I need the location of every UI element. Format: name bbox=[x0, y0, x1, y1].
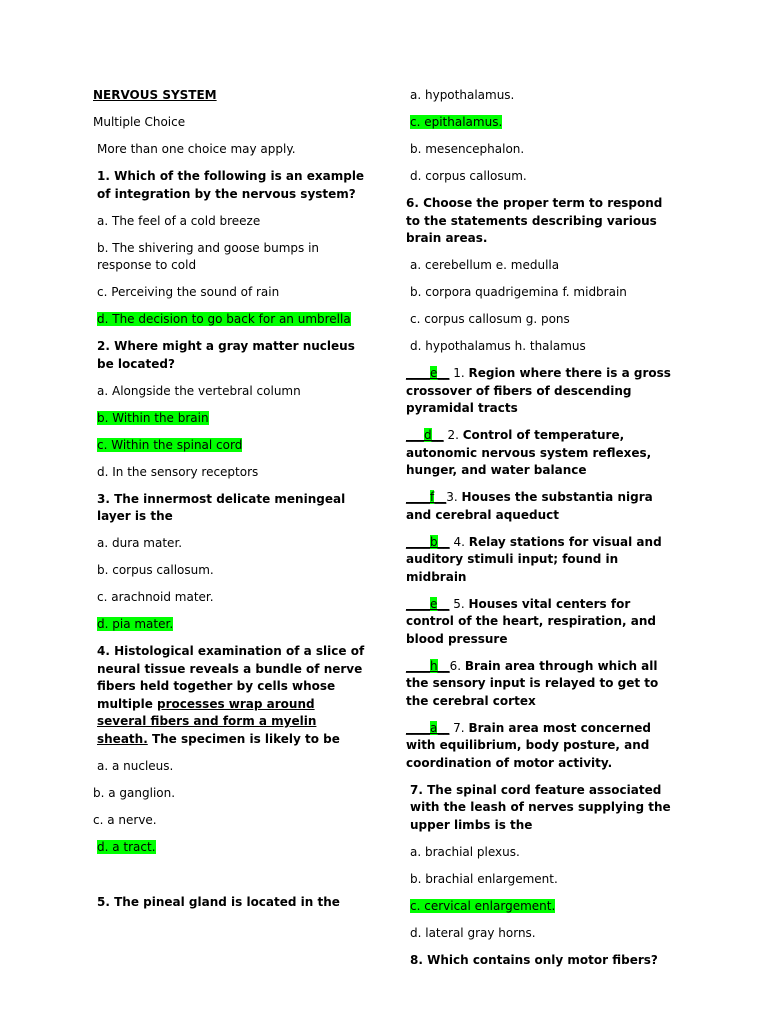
q5-option-c-highlighted: c. epithalamus. bbox=[410, 115, 503, 129]
q1-option-d-wrapper bbox=[93, 311, 367, 329]
q6-item bbox=[406, 720, 680, 773]
q6-item bbox=[406, 365, 680, 418]
q3-option-b: b. corpus callosum. bbox=[97, 563, 214, 577]
q6-item bbox=[406, 427, 680, 480]
item-number: 3. bbox=[446, 490, 462, 504]
q3-option-a: a. dura mater. bbox=[97, 536, 183, 550]
q7-option-a: a. brachial plexus. bbox=[410, 844, 520, 859]
answer-blank bbox=[406, 366, 449, 380]
q6-item bbox=[406, 489, 680, 524]
item-number: 2. bbox=[443, 428, 463, 442]
answer-blank bbox=[406, 721, 449, 735]
item-number: 7. bbox=[449, 720, 469, 735]
item-number: 6. bbox=[449, 658, 465, 673]
q2-option-b-wrapper bbox=[93, 410, 367, 428]
blank-post: __ bbox=[437, 534, 450, 549]
right-column bbox=[406, 87, 680, 979]
q1-option-b: b. The shivering and goose bumps in response to cold bbox=[97, 240, 320, 272]
blank-post: __ bbox=[434, 490, 447, 504]
blank-answer-highlighted: e bbox=[430, 596, 438, 611]
q6-item bbox=[406, 658, 680, 711]
blank-pre: ____ bbox=[406, 658, 430, 673]
q2-option-a: a. Alongside the vertebral column bbox=[97, 383, 301, 398]
q1-option-c: c. Perceiving the sound of rain bbox=[97, 285, 280, 299]
q2-option-d: d. In the sensory receptors bbox=[97, 464, 259, 479]
q7-option-d: d. lateral gray horns. bbox=[410, 925, 536, 940]
item-number: 5. bbox=[449, 596, 469, 611]
answer-blank bbox=[406, 535, 450, 549]
q2-option-c-wrapper bbox=[93, 437, 367, 455]
item-text: Houses vital centers for control of the heart, respiration, and blood pressure bbox=[406, 596, 657, 646]
q4-option-b: b. a ganglion. bbox=[93, 785, 176, 800]
instruction-note: More than one choice may apply. bbox=[97, 142, 296, 156]
q3-option-d-highlighted: d. pia mater. bbox=[97, 617, 174, 631]
answer-blank bbox=[406, 490, 446, 504]
q6-matching-items bbox=[406, 365, 680, 772]
question-1: 1. Which of the following is an example of integration by the nervous system? bbox=[97, 169, 365, 201]
blank-pre: ____ bbox=[406, 596, 430, 611]
section-subtitle: Multiple Choice bbox=[93, 115, 186, 129]
q4-option-d-highlighted: d. a tract. bbox=[97, 839, 156, 854]
q6-options-row-3: c. corpus callosum g. pons bbox=[410, 312, 570, 326]
blank-answer-highlighted: b bbox=[430, 534, 438, 549]
question-6: 6. Choose the proper term to respond to the statements describing various brain areas. bbox=[406, 196, 663, 245]
item-number: 1. bbox=[449, 366, 469, 380]
item-text: Brain area most concerned with equilibrium, body posture, and coordination of motor activity. bbox=[406, 720, 652, 770]
answer-blank bbox=[406, 659, 450, 673]
q5-option-d: d. corpus callosum. bbox=[410, 169, 527, 183]
blank-post: __ bbox=[437, 658, 450, 673]
q7-option-c-wrapper bbox=[406, 898, 680, 916]
q1-option-a: a. The feel of a cold breeze bbox=[97, 213, 261, 228]
q4-option-c: c. a nerve. bbox=[93, 812, 157, 827]
item-text: Control of temperature, autonomic nervous system reflexes, hunger, and water balance bbox=[406, 428, 652, 477]
q6-options-row-1: a. cerebellum e. medulla bbox=[410, 258, 560, 272]
blank-answer-highlighted: h bbox=[430, 658, 438, 673]
q4-text-underlined: processes wrap around several fibers and form a myelin sheath. bbox=[97, 696, 317, 746]
q3-option-d-wrapper bbox=[93, 616, 367, 634]
item-number: 4. bbox=[449, 534, 469, 549]
blank-answer-highlighted: e bbox=[430, 366, 438, 380]
blank-post: __ bbox=[437, 366, 450, 380]
item-text: Houses the substantia nigra and cerebral aqueduct bbox=[406, 490, 653, 522]
blank-pre: ____ bbox=[406, 534, 430, 549]
question-5: 5. The pineal gland is located in the bbox=[97, 895, 340, 909]
q3-option-c: c. arachnoid mater. bbox=[97, 590, 214, 604]
q4-text-end: The specimen is likely to be bbox=[147, 731, 340, 746]
question-4 bbox=[93, 643, 367, 748]
answer-blank bbox=[406, 428, 444, 442]
item-text: Brain area through which all the sensory input is relayed to get to the cerebral cortex bbox=[406, 658, 659, 708]
blank-answer-highlighted: d bbox=[424, 428, 432, 442]
question-2: 2. Where might a gray matter nucleus be located? bbox=[97, 339, 355, 371]
question-3: 3. The innermost delicate meningeal layer is the bbox=[97, 491, 346, 523]
q5-option-c-wrapper bbox=[406, 114, 680, 132]
blank-post: __ bbox=[437, 596, 450, 611]
q6-options-row-4: d. hypothalamus h. thalamus bbox=[410, 339, 586, 353]
q5-option-a: a. hypothalamus. bbox=[410, 88, 515, 102]
q2-option-b-highlighted: b. Within the brain bbox=[97, 410, 209, 425]
q4-text-start: 4. Histological examination of a slice of neural tissue reveals a bundle of nerve fibers held together by cells whose multiple bbox=[97, 644, 365, 711]
q7-option-b: b. brachial enlargement. bbox=[410, 871, 558, 886]
q7-option-c-highlighted: c. cervical enlargement. bbox=[410, 898, 556, 913]
blank-pre: ____ bbox=[406, 490, 430, 504]
blank-post: __ bbox=[437, 720, 450, 735]
q5-option-b: b. mesencephalon. bbox=[410, 142, 525, 156]
document-title: NERVOUS SYSTEM bbox=[93, 88, 217, 102]
blank-post: __ bbox=[431, 428, 444, 442]
q1-option-d-highlighted: d. The decision to go back for an umbrella bbox=[97, 312, 351, 326]
q6-item bbox=[406, 534, 680, 587]
blank-pre: ____ bbox=[406, 366, 430, 380]
left-column bbox=[93, 87, 367, 921]
blank-pre: ___ bbox=[406, 428, 424, 442]
q6-options-row-2: b. corpora quadrigemina f. midbrain bbox=[410, 285, 627, 299]
blank-answer-highlighted: f bbox=[430, 490, 435, 504]
q2-option-c-highlighted: c. Within the spinal cord bbox=[97, 437, 243, 452]
q4-option-d-wrapper bbox=[93, 839, 367, 857]
blank-pre: ____ bbox=[406, 720, 430, 735]
answer-blank bbox=[406, 597, 449, 611]
item-text: Relay stations for visual and auditory stimuli input; found in midbrain bbox=[406, 534, 662, 584]
blank-answer-highlighted: a bbox=[430, 720, 438, 735]
q4-option-a: a. a nucleus. bbox=[97, 758, 174, 773]
q6-item bbox=[406, 596, 680, 649]
question-8: 8. Which contains only motor fibers? bbox=[410, 952, 658, 967]
question-7: 7. The spinal cord feature associated with the leash of nerves supplying the upper limbs is the bbox=[410, 782, 671, 832]
item-text: Region where there is a gross crossover of fibers of descending pyramidal tracts bbox=[406, 366, 671, 415]
